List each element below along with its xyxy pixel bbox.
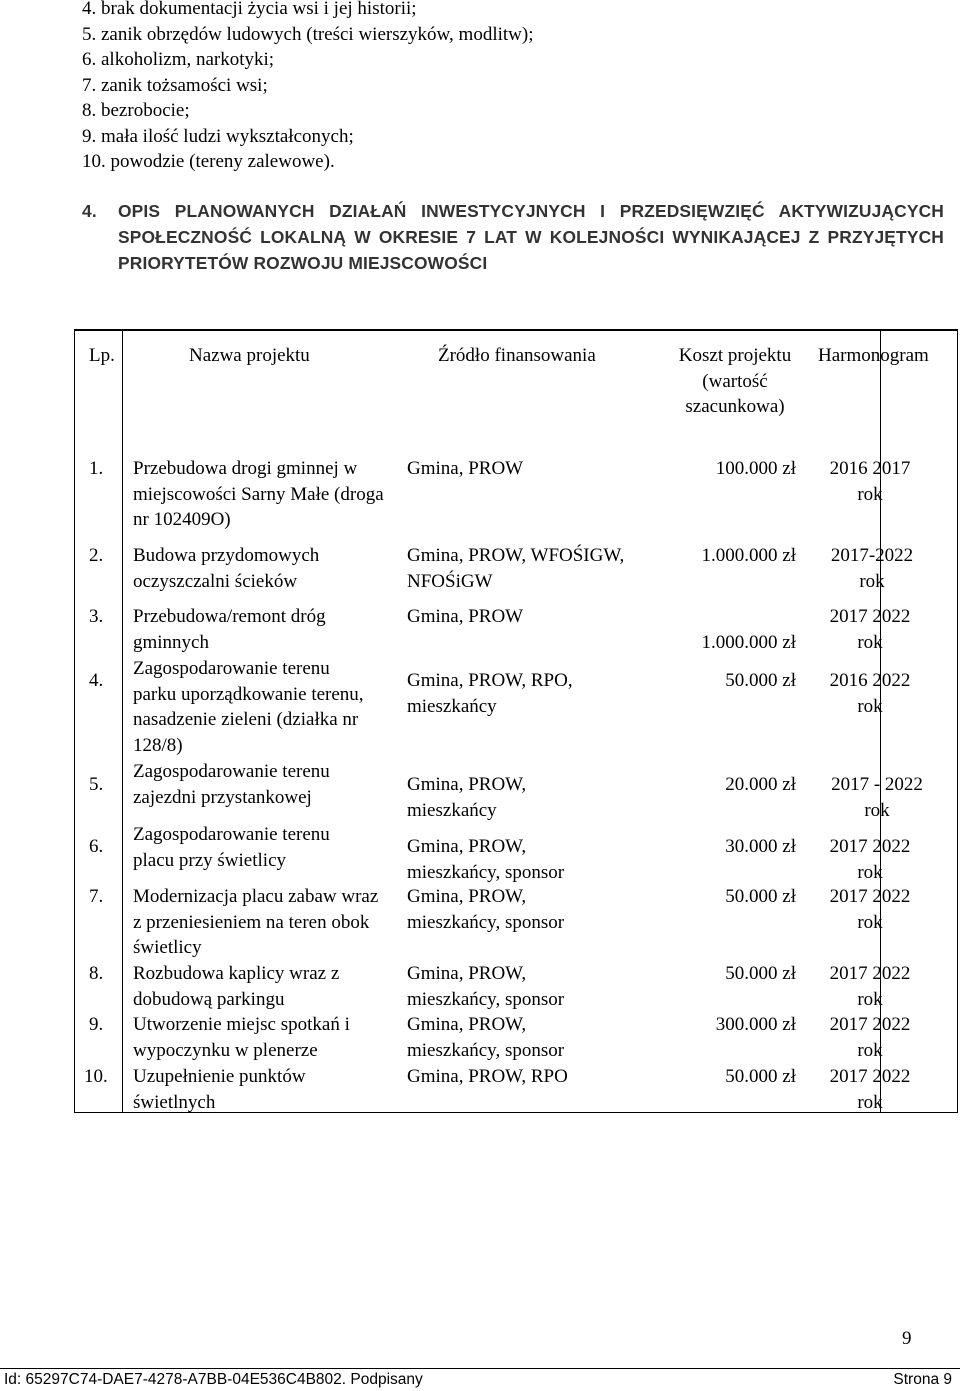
row-schedule: 2017 2022 rok (829, 606, 911, 653)
row-lp: 1. (89, 458, 104, 479)
section-number: 4. (82, 201, 97, 221)
column-divider (122, 331, 123, 1112)
row-name: Zagospodarowanie terenu zajezdni przystankowej (133, 761, 330, 808)
row-cost: 30.000 zł (725, 836, 796, 857)
row-lp: 3. (89, 606, 104, 627)
row-source: Gmina, PROW, mieszkańcy, sponsor (407, 886, 565, 933)
row-name: Modernizacja placu zabaw wraz z przeniesieniem na teren obok świetlicy (133, 886, 379, 958)
list-item: 10. powodzie (tereny zalewowe). (82, 151, 335, 172)
row-lp: 4. (89, 670, 104, 691)
row-name: Utworzenie miejsc spotkań i wypoczynku w plenerze (133, 1014, 350, 1061)
list-item: 9. mała ilość ludzi wykształconych; (82, 125, 354, 147)
list-item: 6. alkoholizm, narkotyki; (82, 49, 275, 70)
row-cost: 50.000 zł (725, 963, 796, 984)
row-cost: 50.000 zł (725, 1066, 796, 1087)
row-lp: 9. (89, 1014, 104, 1035)
row-schedule: 2017 2022 rok (829, 1014, 911, 1061)
row-cost: 20.000 zł (725, 774, 796, 795)
row-cost: 50.000 zł (725, 670, 796, 691)
section-title: OPIS PLANOWANYCH DZIAŁAŃ INWESTYCYJNYCH I PRZEDSIĘWZIĘĆ AKTYWIZUJĄCYCH SPOŁECZNOŚĆ LOKALNĄ W OKRESIE 7 LAT W KOLEJNOŚCI WYNIKAJĄCEJ Z PRZYJĘTYCH PRIORYTETÓW ROZWOJU MIEJSCOWOŚCI (118, 201, 944, 273)
row-lp: 10. (84, 1066, 108, 1087)
row-cost: 1.000.000 zł (701, 632, 796, 653)
list-item: 7. zanik tożsamości wsi; (82, 74, 268, 96)
list-item: 8. bezrobocie; (82, 100, 190, 121)
row-source: Gmina, PROW, mieszkańcy, sponsor (407, 836, 565, 883)
row-schedule: 2017 2022 rok (829, 836, 911, 883)
row-lp: 5. (89, 774, 104, 795)
header-lp: Lp. (89, 345, 115, 366)
footer-divider (0, 1368, 960, 1369)
row-source: Gmina, PROW, WFOŚIGW, NFOŚiGW (407, 545, 625, 592)
row-schedule: 2017-2022 rok (830, 545, 914, 592)
section-heading (82, 198, 944, 276)
row-name: Zagospodarowanie terenu parku uporządkowanie terenu, nasadzenie zieleni (działka nr 128/8) (133, 658, 364, 756)
row-lp: 2. (89, 545, 104, 566)
row-name: Zagospodarowanie terenu placu przy świetlicy (133, 824, 330, 871)
row-name: Przebudowa/remont dróg gminnych (133, 606, 326, 653)
row-source: Gmina, PROW (407, 606, 524, 627)
row-schedule: 2016 2022 rok (829, 670, 911, 717)
page-number: 9 (902, 1328, 912, 1349)
row-cost: 100.000 zł (715, 458, 796, 479)
row-schedule: 2016 2017 rok (829, 458, 911, 505)
row-schedule: 2017 2022 rok (829, 1066, 911, 1113)
row-schedule: 2017 - 2022 rok (831, 774, 923, 821)
row-source: Gmina, PROW (407, 458, 524, 479)
list-item: 5. zanik obrzędów ludowych (treści wierszyków, modlitw); (82, 23, 534, 45)
row-lp: 7. (89, 886, 104, 907)
row-source: Gmina, PROW, mieszkańcy, sponsor (407, 963, 565, 1010)
row-name: Budowa przydomowych oczyszczalni ścieków (133, 545, 320, 592)
row-source: Gmina, PROW, RPO, mieszkańcy (407, 670, 573, 717)
row-cost: 50.000 zł (725, 886, 796, 907)
list-item: 4. brak dokumentacji życia wsi i jej historii; (82, 0, 417, 19)
row-name: Uzupełnienie punktów świetlnych (133, 1066, 306, 1113)
footer-page-label: Strona 9 (893, 1371, 952, 1388)
row-cost: 1.000.000 zł (701, 545, 796, 566)
row-lp: 6. (89, 836, 104, 857)
row-cost: 300.000 zł (715, 1014, 796, 1035)
row-name: Przebudowa drogi gminnej w miejscowości Sarny Małe (droga nr 102409O) (133, 458, 384, 530)
row-source: Gmina, PROW, RPO (407, 1066, 568, 1087)
header-name: Nazwa projektu (189, 345, 310, 366)
row-source: Gmina, PROW, mieszkańcy (407, 774, 527, 821)
footer-document-id: Id: 65297C74-DAE7-4278-A7BB-04E536C4B802. Podpisany (4, 1371, 423, 1388)
header-schedule: Harmonogram (818, 345, 929, 366)
row-schedule: 2017 2022 rok (829, 963, 911, 1010)
row-schedule: 2017 2022 rok (829, 886, 911, 933)
row-name: Rozbudowa kaplicy wraz z dobudową parkingu (133, 963, 340, 1010)
header-source: Źródło finansowania (438, 345, 596, 366)
problem-list (82, 0, 533, 175)
row-source: Gmina, PROW, mieszkańcy, sponsor (407, 1014, 565, 1061)
row-lp: 8. (89, 963, 104, 984)
header-cost: Koszt projektu (wartość szacunkowa) (678, 345, 792, 417)
